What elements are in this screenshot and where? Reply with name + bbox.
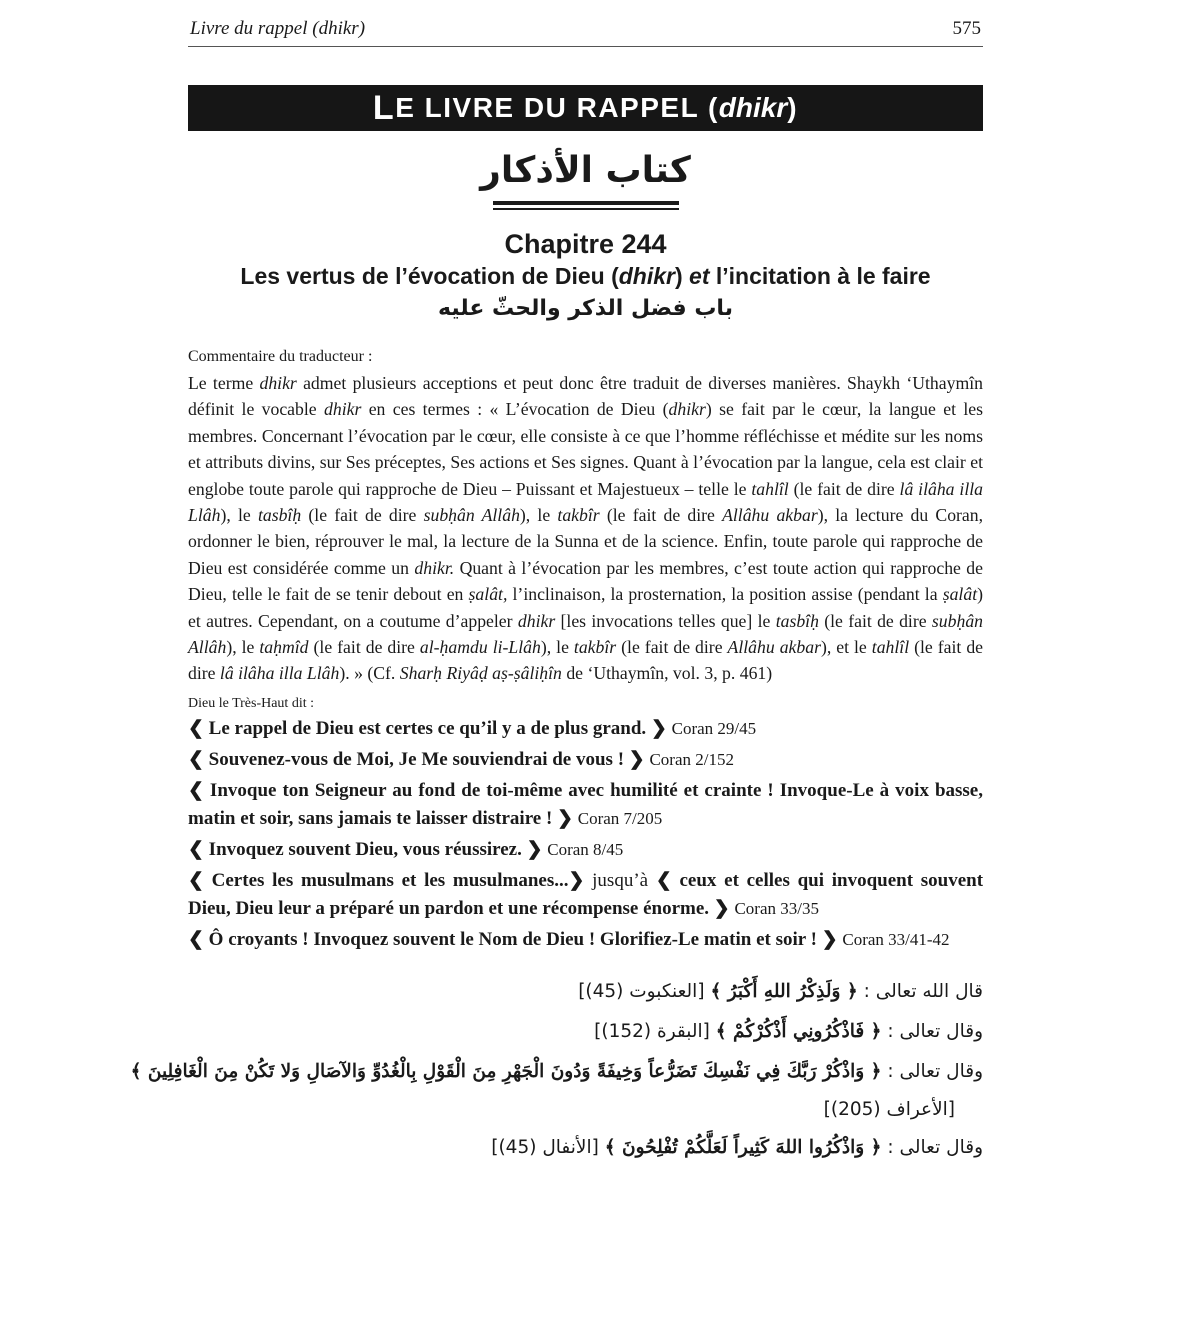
text-run: ), le xyxy=(226,637,260,658)
verse-item: ❮ Invoquez souvent Dieu, vous réussirez. ❯ Coran 8/45 xyxy=(188,838,624,860)
text-run: (le fait de dire xyxy=(188,637,984,684)
italic-term: takbîr xyxy=(557,505,600,526)
italic-term: dhikr xyxy=(517,610,556,631)
verse-ref: Coran 29/45 xyxy=(671,718,757,738)
italic-term: tahlîl xyxy=(871,637,910,658)
text-run: ), le xyxy=(220,505,258,526)
italic-term: tasbîḥ xyxy=(257,505,302,526)
verse-list xyxy=(188,715,983,954)
italic-term: subḥân Allâh xyxy=(423,505,520,526)
text-run: (le fait de dire xyxy=(599,505,723,526)
italic-term: dhikr xyxy=(259,373,297,393)
verse-item: ❮ Le rappel de Dieu est certes ce qu’il y a de plus grand. ❯ Coran 29/45 xyxy=(188,717,757,739)
text-run: (le fait de dire xyxy=(308,637,420,658)
arabic-verse: وقال تعالى : ﴿ وَاذْكُرْ رَبَّكَ فِي نَفْسِكَ تَضَرُّعاً وَخِيفَةً وَدُونَ الْجَهْرِ مِنَ الْقَوْلِ بِالْغُدُوِّ وَالآصَالِ وَلا تَكُنْ مِنَ الْغَافِلِينَ ﴾ xyxy=(130,1060,983,1082)
text-run: (le fait de dire xyxy=(301,505,424,526)
verse-item: ❮ Ô croyants ! Invoquez souvent le Nom de Dieu ! Glorifiez-Le matin et soir ! ❯ Coran 33/41-42 xyxy=(188,928,950,950)
arabic-verse: قال الله تعالى : ﴿ وَلَذِكْرُ اللهِ أَكْبَرُ ﴾ [العنكبوت (45)] xyxy=(578,980,983,1002)
quran-intro: Dieu le Très-Haut dit : xyxy=(188,695,314,711)
italic-term: takbîr xyxy=(573,637,617,658)
italic-term: dhikr xyxy=(324,399,362,420)
italic-term: taḥmîd xyxy=(259,637,309,658)
chapter-number: Chapitre 244 xyxy=(504,229,667,259)
text-run: l’inclinaison, la prosternation, la position assise (pendant la xyxy=(507,584,943,605)
arabic-verse-ref: [الأعراف (205)] xyxy=(823,1098,955,1120)
running-title: Livre du rappel (dhikr) xyxy=(190,18,366,39)
page-number: 575 xyxy=(952,18,981,39)
title-double-rule xyxy=(493,201,679,210)
verse-item: ❮ Invoque ton Seigneur au fond de toi-même avec humilité et crainte ! Invoque-Le à voix basse, matin et soir, sans jamais te laisser distraire ! ❯ Coran 7/205 xyxy=(188,779,983,829)
banner-close: ) xyxy=(787,92,799,123)
italic-term: Sharḥ Riyâḍ aṣ-ṣâliḥîn xyxy=(399,663,562,684)
text-run: ) se fait par le cœur, la langue et les membres. Concernant l’évocation par le cœur, elle consiste à ce que l’homme réfléchisse et médite sur les noms et attributs divins, sur Ses préceptes, Ses actions et Ses signes. Quant à l’évocation par la langue, cela est clair et englobe toute parole qui rapproche de Dieu – Puissant et Majestueux – telle le xyxy=(188,399,983,499)
verse-ref: Coran 2/152 xyxy=(649,749,734,769)
verse-ref: Coran 8/45 xyxy=(547,839,624,859)
text-run: ), la lecture du Coran, ordonner le bien, réprouver le mal, la lecture de la Sunna et de la science. Enfin, toute parole qui rapproche de Dieu est considérée comme un xyxy=(188,505,984,578)
book-title-banner xyxy=(188,85,983,131)
arabic-verse: وقال تعالى : ﴿ وَاذْكُرُوا اللهَ كَثِيراً لَعَلَّكُمْ تُفْلِحُونَ ﴾ [الأنفال (45)] xyxy=(491,1136,983,1158)
text-run: ). » (Cf. xyxy=(339,663,400,684)
text-run: Quant à l’évocation par les membres, c’est toute action qui rapproche de Dieu, telle le fait de se tenir debout en xyxy=(188,557,983,605)
banner-italic: dhikr xyxy=(718,92,788,123)
banner-text: E LIVRE DU RAPPEL ( xyxy=(395,92,719,123)
italic-term: al-ḥamdu li-Llâh xyxy=(419,637,541,658)
text-run: Le terme xyxy=(188,373,260,393)
italic-term: tahlîl xyxy=(751,478,789,499)
verse-ref: Coran 33/41-42 xyxy=(842,929,950,949)
text-run: de ‘Uthaymîn, vol. 3, p. 461) xyxy=(561,663,773,684)
verse-item: ❮ Certes les musulmans et les musulmanes...❯ jusqu’à ❮ ceux et celles qui invoquent souvent Dieu, Dieu leur a préparé un pardon et une récompense énorme. ❯ Coran 33/35 xyxy=(188,869,984,919)
banner-initial: L xyxy=(372,88,396,127)
italic-term: lâ ilâha illa Llâh xyxy=(219,663,340,684)
text-run: (le fait de dire xyxy=(818,610,932,631)
arabic-verse: وقال تعالى : ﴿ فَاذْكُرُونِي أَذْكُرْكُمْ ﴾ [البقرة (152)] xyxy=(594,1020,983,1042)
verse-item: ❮ Souvenez-vous de Moi, Je Me souviendrai de vous ! ❯ Coran 2/152 xyxy=(188,748,734,770)
text-run: ) et autres. Cependant, on a coutume d’appeler xyxy=(188,584,983,631)
chapter-arabic-title: باب فضل الذكر والحثّ عليه xyxy=(438,296,733,321)
italic-term: dhikr. xyxy=(414,557,455,578)
text-run: (le fait de dire xyxy=(616,637,728,658)
italic-term: Allâhu akbar xyxy=(727,637,821,658)
text-run: ), et le xyxy=(820,637,872,658)
text-run: (le fait de dire xyxy=(788,478,900,499)
chapter-subtitle: Les vertus de l’évocation de Dieu (dhikr) et l’incitation à le faire xyxy=(240,263,931,289)
italic-term: subḥân Allâh xyxy=(188,610,984,658)
arabic-verse-list xyxy=(130,972,983,1168)
text-run: admet plusieurs acceptions et peut donc être traduit de diverses manières. Shaykh ‘Uthaymîn définit le vocable xyxy=(188,373,983,420)
italic-term: lâ ilâha illa Llâh xyxy=(188,478,983,526)
italic-term: ṣalât, xyxy=(468,584,508,605)
page xyxy=(130,18,984,1168)
arabic-book-title: كتاب الأذكار xyxy=(480,150,691,191)
commentary-heading: Commentaire du traducteur : xyxy=(188,348,373,365)
italic-term: Allâhu akbar xyxy=(722,505,818,526)
text-run: [les invocations telles que] le xyxy=(555,610,776,631)
verse-ref: Coran 7/205 xyxy=(577,808,663,828)
italic-term: dhikr xyxy=(668,399,706,420)
italic-term: tasbîḥ xyxy=(775,610,819,631)
italic-term: ṣalât xyxy=(942,584,978,605)
text-run: en ces termes : « L’évocation de Dieu ( xyxy=(361,399,669,420)
text-run: ), le xyxy=(519,505,558,526)
running-header xyxy=(188,18,983,47)
text-run: ), le xyxy=(540,637,574,658)
verse-ref: Coran 33/35 xyxy=(734,898,819,918)
commentary-paragraph xyxy=(188,370,983,687)
